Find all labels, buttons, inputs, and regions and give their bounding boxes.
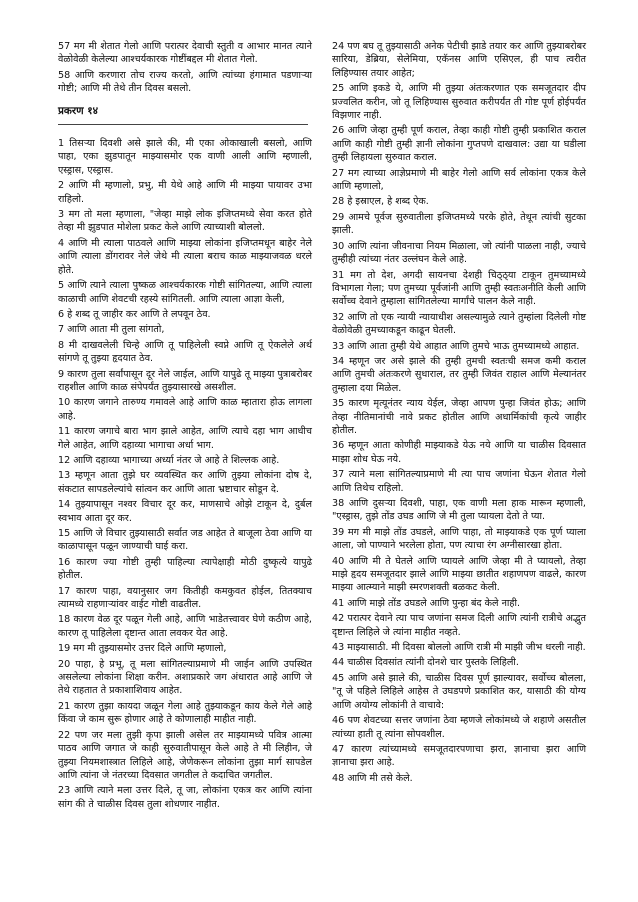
- verse-paragraph: 40 आणि मी ते घेतले आणि प्यायले आणि जेव्हा मी ते प्यायलो, तेव्हा माझे हृदय समजूतदार झाले आणि माझ्या छातीत शहाणपण वाढले, कारण माझ्या आत्म्याने माझी स्मरणशक्ती बळकट केली.: [332, 555, 586, 594]
- verse-paragraph: 20 पाहा, हे प्रभू, तू मला सांगितल्याप्रमाणे मी जाईन आणि उपस्थित असलेल्या लोकांना शिक्षा करीन. अशाप्रकारे जग अंधारात आहे आणि जे तेथे राहतात ते प्रकाशाशिवाय आहेत.: [58, 658, 312, 697]
- left-verse-list: [58, 137, 312, 811]
- verse-paragraph: 28 हे इस्राएल, हे शब्द ऐक.: [332, 196, 429, 208]
- verse-paragraph: 44 चाळीस दिवसांत त्यांनी दोनशे चार पुस्तके लिहिली.: [332, 657, 519, 669]
- verse-paragraph: 27 मग त्याच्या आज्ञेप्रमाणे मी बाहेर गेलो आणि सर्व लोकांना एकत्र केले आणि म्हणालो,: [332, 167, 586, 193]
- verse-paragraph: 32 आणि तो एक न्यायी न्यायाधीश असल्यामुळे त्याने तुम्हांला दिलेली गोष्ट वेळोवेळी तुमच्याकडून काढून घेतली.: [332, 311, 586, 337]
- chapter-heading: प्रकरण १४: [58, 104, 99, 117]
- verse-paragraph: 42 परात्पर देवाने त्या पाच जणांना समज दिली आणि त्यांनी रात्रीचे अद्भुत दृष्टान्त लिहिले जे त्यांना माहीत नव्हते.: [332, 613, 586, 638]
- chapter-divider: [58, 124, 308, 125]
- verse-paragraph: 37 त्याने मला सांगितल्याप्रमाणे मी त्या पाच जणांना घेऊन शेतात गेलो आणि तिथेच राहिलो.: [332, 469, 586, 494]
- verse-paragraph: 21 कारण तुझा कायदा जळून गेला आहे तुझ्याकडून काय केले गेले आहे किंवा जे काम सुरू होणार आहे ते कोणालाही माहीत नाही.: [58, 700, 312, 726]
- verse-paragraph: 2 आणि मी म्हणालो, प्रभु, मी येथे आहे आणि मी माझ्या पायावर उभा राहिलो.: [58, 180, 312, 205]
- verse-paragraph: 41 आणि माझे तोंड उघडले आणि पुन्हा बंद केले नाही.: [332, 597, 521, 609]
- verse-paragraph: 5 आणि त्याने त्याला पुष्कळ आश्चर्यकारक गोष्टी सांगितल्या, आणि त्याला काळाची आणि शेवटची रहस्ये सांगितली. आणि त्याला आज्ञा केली,: [58, 280, 312, 305]
- verse-paragraph: 29 आमचे पूर्वज सुरुवातीला इजिप्तमध्ये परके होते, तेथून त्यांची सुटका झाली.: [332, 211, 586, 237]
- right-column: [332, 40, 586, 787]
- verse-paragraph: 14 तुझ्यापासून नश्वर विचार दूर कर, माणसाचे ओझे टाकून दे, दुर्बल स्वभाव आता दूर कर.: [58, 499, 312, 524]
- verse-paragraph: 58 आणि करणारा तोच राज्य करतो, आणि त्यांच्या हंगामात पडणाऱ्या गोष्टी; आणि मी तेथे तीन दिवस बसलो.: [58, 69, 312, 95]
- verse-paragraph: 1 तिसऱ्या दिवशी असे झाले की, मी एका ओकाखाली बसलो, आणि पाहा, एका झुडपातून माझ्यासमोर एक वाणी आली आणि म्हणाली, एस्ड्रास, एस्ड्रास.: [58, 138, 312, 176]
- verse-paragraph: 19 मग मी तुझ्यासमोर उत्तर दिले आणि म्हणालो,: [58, 643, 227, 655]
- verse-paragraph: 10 कारण जगाने तारुण्य गमावले आहे आणि काळ म्हातारा होऊ लागला आहे.: [58, 397, 312, 422]
- verse-paragraph: 45 आणि असे झाले की, चाळीस दिवस पूर्ण झाल्यावर, सर्वोच्च बोलला, "तू जे पहिले लिहिले आहेस ते उघडपणे प्रकाशित कर, यासाठी की योग्य आणि अयोग्य लोकांनी ते वाचावे:: [332, 672, 586, 711]
- verse-paragraph: 36 म्हणून आता कोणीही माझ्याकडे येऊ नये आणि या चाळीस दिवसात माझा शोध घेऊ नये.: [332, 440, 586, 465]
- verse-paragraph: 22 पण जर मला तुझी कृपा झाली असेल तर माझ्यामध्ये पवित्र आत्मा पाठव आणि जगात जे काही सुरुवातीपासून केले आहे ते मी लिहीन, जे तुझ्या नियमशास्त्रात लिहिले आहे, जेणेकरून लोकांना तुझा मार्ग सापडेल आणि त्यांना जे नंतरच्या दिवसात जगतील ते कदाचित जगतील.: [58, 729, 312, 781]
- verse-paragraph: 15 आणि जे विचार तुझ्यासाठी सर्वात जड आहेत ते बाजूला ठेवा आणि या काळापासून पळून जाण्याची घाई करा.: [58, 528, 312, 553]
- verse-paragraph: 6 हे शब्द तू जाहीर कर आणि ते लपवून ठेव.: [58, 308, 211, 320]
- verse-paragraph: 9 कारण तुला सर्वांपासून दूर नेले जाईल, आणि यापुढे तू माझ्या पुत्राबरोबर राहशील आणि काळ संपेपर्यंत तुझ्यासारखे असशील.: [58, 368, 312, 393]
- verse-paragraph: 24 पण बघ तू तुझ्यासाठी अनेक पेटीची झाडे तयार कर आणि तुझ्याबरोबर सारिया, डेब्रिया, सेलेमिया, एकॅनस आणि एसिएल, ही पाच त्वरीत लिहिण्यास तयार आहेत;: [332, 41, 586, 79]
- verse-paragraph: 48 आणि मी तसे केले.: [332, 772, 413, 784]
- verse-paragraph: 34 म्हणून जर असे झाले की तुम्ही तुमची स्वतःची समज कमी कराल आणि तुमची अंतःकरणे सुधाराल, तर तुम्ही जिवंत राहाल आणि मेल्यानंतर तुम्हाला दया मिळेल.: [332, 355, 586, 394]
- verse-paragraph: 39 मग मी माझे तोंड उघडले, आणि पाहा, तो माझ्याकडे एक पूर्ण प्याला आला, जो पाण्याने भरलेला होता, पण त्याचा रंग अग्नीसारखा होता.: [332, 526, 586, 552]
- verse-paragraph: 33 आणि आता तुम्ही येथे आहात आणि तुमचे भाऊ तुमच्यामध्ये आहात.: [332, 340, 580, 352]
- verse-paragraph: 31 मग तो देश, अगदी सायनचा देशही चिठ्ठ्या टाकून तुमच्यामध्ये विभागला गेला; पण तुमच्या पूर्वजांनी आणि तुम्ही स्वतःअनीति केली आणि सर्वोच्च देवाने तुम्हाला सांगितलेल्या मार्गांचे पालन केले नाही.: [332, 269, 586, 308]
- verse-paragraph: 3 मग तो मला म्हणाला, "जेव्हा माझे लोक इजिप्तमध्ये सेवा करत होते तेव्हा मी झुडपात मोशेला प्रकट केले आणि त्याच्याशी बोललो.: [58, 209, 312, 234]
- verse-paragraph: 12 आणि दहाव्या भागाच्या अर्ध्या नंतर जे आहे ते शिल्लक आहे.: [58, 454, 280, 466]
- verse-paragraph: 35 कारण मृत्यूनंतर न्याय येईल, जेव्हा आपण पुन्हा जिवंत होऊ; आणि तेव्हा नीतिमानांची नावे प्रकट होतील आणि अधार्मिकांची कृत्ये जाहीर होतील.: [332, 398, 586, 436]
- verse-paragraph: 17 कारण पाहा, वयानुसार जग कितीही कमकुवत होईल, तितक्याच त्यामध्ये राहणाऱ्यांवर वाईट गोष्टी वाढतील.: [58, 585, 312, 611]
- verse-paragraph: 4 आणि मी त्याला पाठवले आणि माझ्या लोकांना इजिप्तमधून बाहेर नेले आणि त्याला डोंगरावर नेले जेथे मी त्याला बराच काळ माझ्याजवळ धरले होते.: [58, 237, 312, 276]
- verse-paragraph: 18 कारण वेळ दूर पळून गेली आहे, आणि भाडेतत्त्वावर घेणे कठीण आहे, कारण तू पाहिलेला दृष्टान्त आता लवकर येत आहे.: [58, 614, 312, 639]
- verse-paragraph: 46 पण शेवटच्या सत्तर जणांना ठेवा म्हणजे लोकांमध्ये जे शहाणे असतील त्यांच्या हाती तू त्यांना सोपवशील.: [332, 715, 586, 740]
- verse-paragraph: 47 कारण त्यांच्यामध्ये समजूतदारपणाचा झरा, ज्ञानाचा झरा आणि ज्ञानाचा झरा आहे.: [332, 743, 586, 769]
- verse-paragraph: 8 मी दाखवलेली चिन्हे आणि तू पाहिलेली स्वप्ने आणि तू ऐकलेले अर्थ सांगणे तू तुझ्या हृदयात ठेव.: [58, 339, 312, 365]
- verse-paragraph: 38 आणि दुसऱ्या दिवशी, पाहा, एक वाणी मला हाक मारून म्हणाली, "एस्ड्रास, तुझे तोंड उघड आणि जे मी तुला प्यायला देतो ते प्या.: [332, 498, 586, 523]
- verse-paragraph: 26 आणि जेव्हा तुम्ही पूर्ण कराल, तेव्हा काही गोष्टी तुम्ही प्रकाशित कराल आणि काही गोष्टी तुम्ही ज्ञानी लोकांना गुप्तपणे दाखवाल: उद्या या घडीला तुम्ही लिहायला सुरुवात कराल.: [332, 125, 586, 164]
- verse-paragraph: 13 म्हणून आता तुझे घर व्यवस्थित कर आणि तुझ्या लोकांना दोष दे, संकटात सापडलेल्यांचे सांत्वन कर आणि आता भ्रष्टाचार सोडून दे.: [58, 470, 312, 495]
- verse-paragraph: 25 आणि इकडे ये, आणि मी तुझ्या अंतःकरणात एक समजूतदार दीप प्रज्वलित करीन, जो तू लिहिण्यास सुरुवात करीपर्यंत ती गोष्ट पूर्ण होईपर्यंत विझणार नाही.: [332, 83, 586, 122]
- verse-paragraph: 57 मग मी शेतात गेलो आणि परात्पर देवाची स्तुती व आभार मानत त्याने वेळोवेळी केलेल्या आश्चर्यकारक गोष्टींबद्दल मी शेतात गेलो.: [58, 41, 312, 66]
- verse-paragraph: 7 आणि आता मी तुला सांगतो,: [58, 324, 165, 336]
- verse-paragraph: 30 आणि त्यांना जीवनाचा नियम मिळाला, जो त्यांनी पाळला नाही, ज्याचे तुम्हीही त्यांच्या नंतर उल्लंघन केले आहे.: [332, 240, 586, 266]
- left-column: [58, 40, 312, 813]
- verse-paragraph: 11 कारण जगाचे बारा भाग झाले आहेत, आणि त्याचे दहा भाग आधीच गेले आहेत, आणि दहाव्या भागाचा अर्धा भाग.: [58, 426, 312, 451]
- right-verse-list: [332, 40, 586, 785]
- verse-paragraph: 23 आणि त्याने मला उत्तर दिले, तू जा, लोकांना एकत्र कर आणि त्यांना सांग की ते चाळीस दिवस तुला शोधणार नाहीत.: [58, 785, 312, 810]
- verse-paragraph: 43 माझ्यासाठी. मी दिवसा बोललो आणि रात्री मी माझी जीभ धरली नाही.: [332, 642, 586, 654]
- verse-paragraph: 16 कारण ज्या गोष्टी तुम्ही पाहिल्या त्यापेक्षाही मोठी दुष्कृत्ये यापुढे होतील.: [58, 556, 312, 582]
